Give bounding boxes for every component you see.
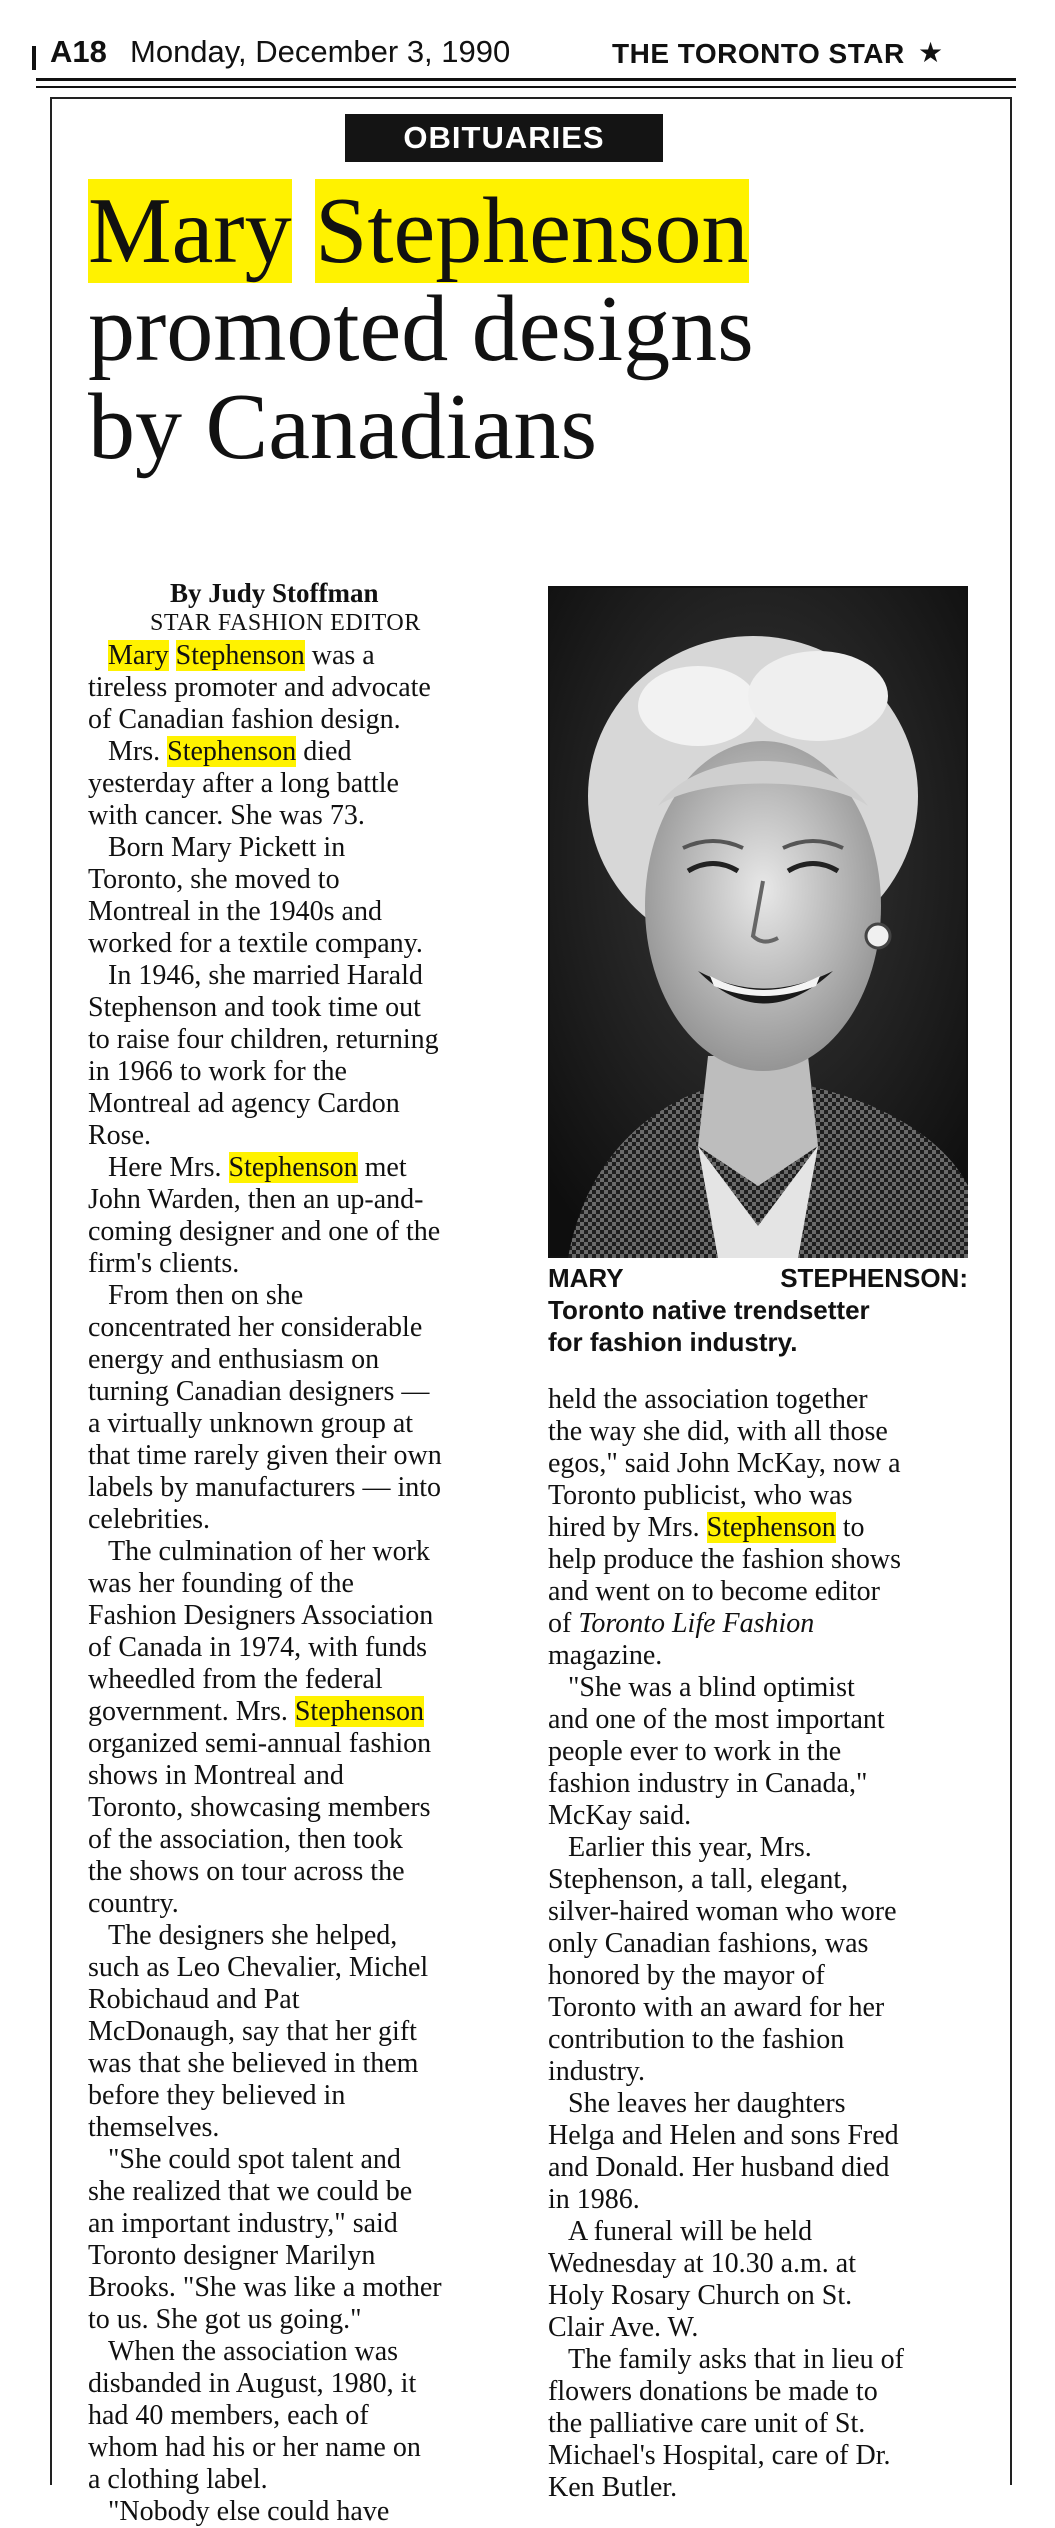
body-line: In 1946, she married Harald (108, 960, 423, 991)
article-body-right (548, 1384, 978, 2504)
body-line: contribution to the fashion (548, 2024, 845, 2055)
body-line: an important industry," said (88, 2208, 398, 2239)
caption-line: for fashion industry. (548, 1327, 798, 1357)
section-label: OBITUARIES (345, 114, 663, 162)
body-line: energy and enthusiasm on (88, 1344, 380, 1375)
headline (88, 179, 988, 479)
body-line: Wednesday at 10.30 a.m. at (548, 2248, 856, 2279)
body-line: Montreal ad agency Cardon (88, 1088, 400, 1119)
headline-line: promoted designs (88, 277, 754, 381)
caption-line: Toronto native trendsetter (548, 1295, 870, 1325)
body-line: of the association, then took (88, 1824, 403, 1855)
body-line: was her founding of the (88, 1568, 354, 1599)
body-line: silver-haired woman who wore (548, 1896, 897, 1927)
body-line: concentrated her considerable (88, 1312, 423, 1343)
hair-highlight (748, 651, 888, 741)
body-line: shows in Montreal and (88, 1760, 344, 1791)
body-line: of Toronto Life Fashion (548, 1608, 815, 1639)
earring-shape (866, 924, 890, 948)
caption-name: MARY STEPHENSON: (548, 1263, 968, 1293)
body-line: yesterday after a long battle (88, 768, 399, 799)
article-body-left (88, 640, 508, 2528)
body-line: Earlier this year, Mrs. (568, 1832, 812, 1863)
body-line: organized semi-annual fashion (88, 1728, 432, 1759)
body-line: held the association together (548, 1384, 868, 1415)
body-line: From then on she (108, 1280, 304, 1311)
newspaper-name: THE TORONTO STAR (612, 38, 905, 69)
body-line: a virtually unknown group at (88, 1408, 414, 1439)
body-line: Stephenson, a tall, elegant, (548, 1864, 849, 1895)
body-line: such as Leo Chevalier, Michel (88, 1952, 429, 1983)
body-line: Robichaud and Pat (88, 1984, 300, 2015)
body-line: The culmination of her work (108, 1536, 430, 1567)
body-line: When the association was (108, 2336, 399, 2367)
header-rule-thin (36, 86, 1016, 88)
body-line: was that she believed in them (88, 2048, 419, 2079)
body-line: Helga and Helen and sons Fred (548, 2120, 899, 2151)
headline-line: by Canadians (88, 375, 598, 479)
body-line: to raise four children, returning (88, 1024, 439, 1055)
body-line: Toronto with an award for her (548, 1992, 885, 2023)
body-line: "She was a blind optimist (568, 1672, 855, 1703)
body-line: turning Canadian designers — (88, 1376, 430, 1407)
body-line: Rose. (88, 1120, 151, 1151)
hair-highlight (638, 666, 758, 746)
headline-highlight: Stephenson (315, 179, 749, 283)
body-line: help produce the fashion shows (548, 1544, 902, 1575)
body-line: before they believed in (88, 2080, 346, 2111)
body-line: themselves. (88, 2112, 220, 2143)
body-line: disbanded in August, 1980, it (88, 2368, 417, 2399)
body-line: in 1986. (548, 2184, 640, 2215)
body-line: McDonaugh, say that her gift (88, 2016, 417, 2047)
body-line: and went on to become editor (548, 1576, 881, 1607)
portrait-photo (548, 586, 968, 1258)
body-line: McKay said. (548, 1800, 692, 1831)
body-line: of Canada in 1974, with funds (88, 1632, 428, 1663)
headline-highlight: Mary (88, 179, 292, 283)
body-line: of Canadian fashion design. (88, 704, 401, 735)
body-line: firm's clients. (88, 1248, 240, 1279)
body-line: worked for a textile company. (88, 928, 423, 959)
photo-caption (548, 1262, 978, 1358)
body-line: Toronto, she moved to (88, 864, 340, 895)
body-line: tireless promoter and advocate (88, 672, 431, 703)
body-line: Here Mrs. Stephenson met (108, 1152, 407, 1183)
body-line: people ever to work in the (548, 1736, 842, 1767)
body-line: She leaves her daughters (568, 2088, 846, 2119)
page-number: A18 (50, 34, 107, 69)
body-line: industry. (548, 2056, 645, 2087)
body-line: government. Mrs. Stephenson (88, 1696, 424, 1727)
body-line: that time rarely given their own (88, 1440, 442, 1471)
body-line: The family asks that in lieu of (568, 2344, 904, 2375)
body-line: in 1966 to work for the (88, 1056, 347, 1087)
body-line: Holy Rosary Church on St. (548, 2280, 853, 2311)
body-line: Michael's Hospital, care of Dr. (548, 2440, 891, 2471)
body-line: and Donald. Her husband died (548, 2152, 890, 2183)
body-line: the way she did, with all those (548, 1416, 888, 1447)
body-line: flowers donations be made to (548, 2376, 878, 2407)
body-line: to us. She got us going." (88, 2304, 362, 2335)
byline-author: By Judy Stoffman (170, 578, 379, 608)
body-line: the shows on tour across the (88, 1856, 405, 1887)
body-line: Born Mary Pickett in (108, 832, 346, 863)
body-line: Brooks. "She was like a mother (88, 2272, 442, 2303)
header-rule (36, 78, 1016, 81)
body-line: whom had his or her name on (88, 2432, 421, 2463)
body-line: Fashion Designers Association (88, 1600, 434, 1631)
body-line: Mary Stephenson was a (108, 640, 375, 671)
body-line: John Warden, then an up-and- (88, 1184, 424, 1215)
body-line: magazine. (548, 1640, 663, 1671)
body-line: fashion industry in Canada," (548, 1768, 868, 1799)
body-line: had 40 members, each of (88, 2400, 369, 2431)
body-line: Mrs. Stephenson died (108, 736, 352, 767)
body-line: with cancer. She was 73. (88, 800, 365, 831)
header-tick (32, 46, 36, 70)
issue-date: Monday, December 3, 1990 (130, 34, 511, 69)
body-line: labels by manufacturers — into (88, 1472, 442, 1503)
body-line: a clothing label. (88, 2464, 268, 2495)
body-line: wheedled from the federal (88, 1664, 383, 1695)
body-line: she realized that we could be (88, 2176, 413, 2207)
body-line: country. (88, 1888, 179, 1919)
body-line: "Nobody else could have (108, 2496, 390, 2527)
body-line: Stephenson and took time out (88, 992, 421, 1023)
body-line: Ken Butler. (548, 2472, 678, 2503)
body-line: Toronto publicist, who was (548, 1480, 853, 1511)
body-line: "She could spot talent and (108, 2144, 401, 2175)
body-line: coming designer and one of the (88, 1216, 441, 1247)
body-line: and one of the most important (548, 1704, 885, 1735)
star-icon: ★ (918, 37, 944, 68)
body-line: hired by Mrs. Stephenson to (548, 1512, 865, 1543)
body-line: celebrities. (88, 1504, 211, 1535)
body-line: Toronto, showcasing members (88, 1792, 431, 1823)
body-line: the palliative care unit of St. (548, 2408, 866, 2439)
body-line: Montreal in the 1940s and (88, 896, 382, 927)
body-line: A funeral will be held (568, 2216, 813, 2247)
byline-title: STAR FASHION EDITOR (150, 610, 421, 636)
body-line: The designers she helped, (108, 1920, 398, 1951)
body-line: only Canadian fashions, was (548, 1928, 869, 1959)
body-line: honored by the mayor of (548, 1960, 825, 1991)
body-line: egos," said John McKay, now a (548, 1448, 901, 1479)
body-line: Toronto designer Marilyn (88, 2240, 376, 2271)
body-line: Clair Ave. W. (548, 2312, 699, 2343)
